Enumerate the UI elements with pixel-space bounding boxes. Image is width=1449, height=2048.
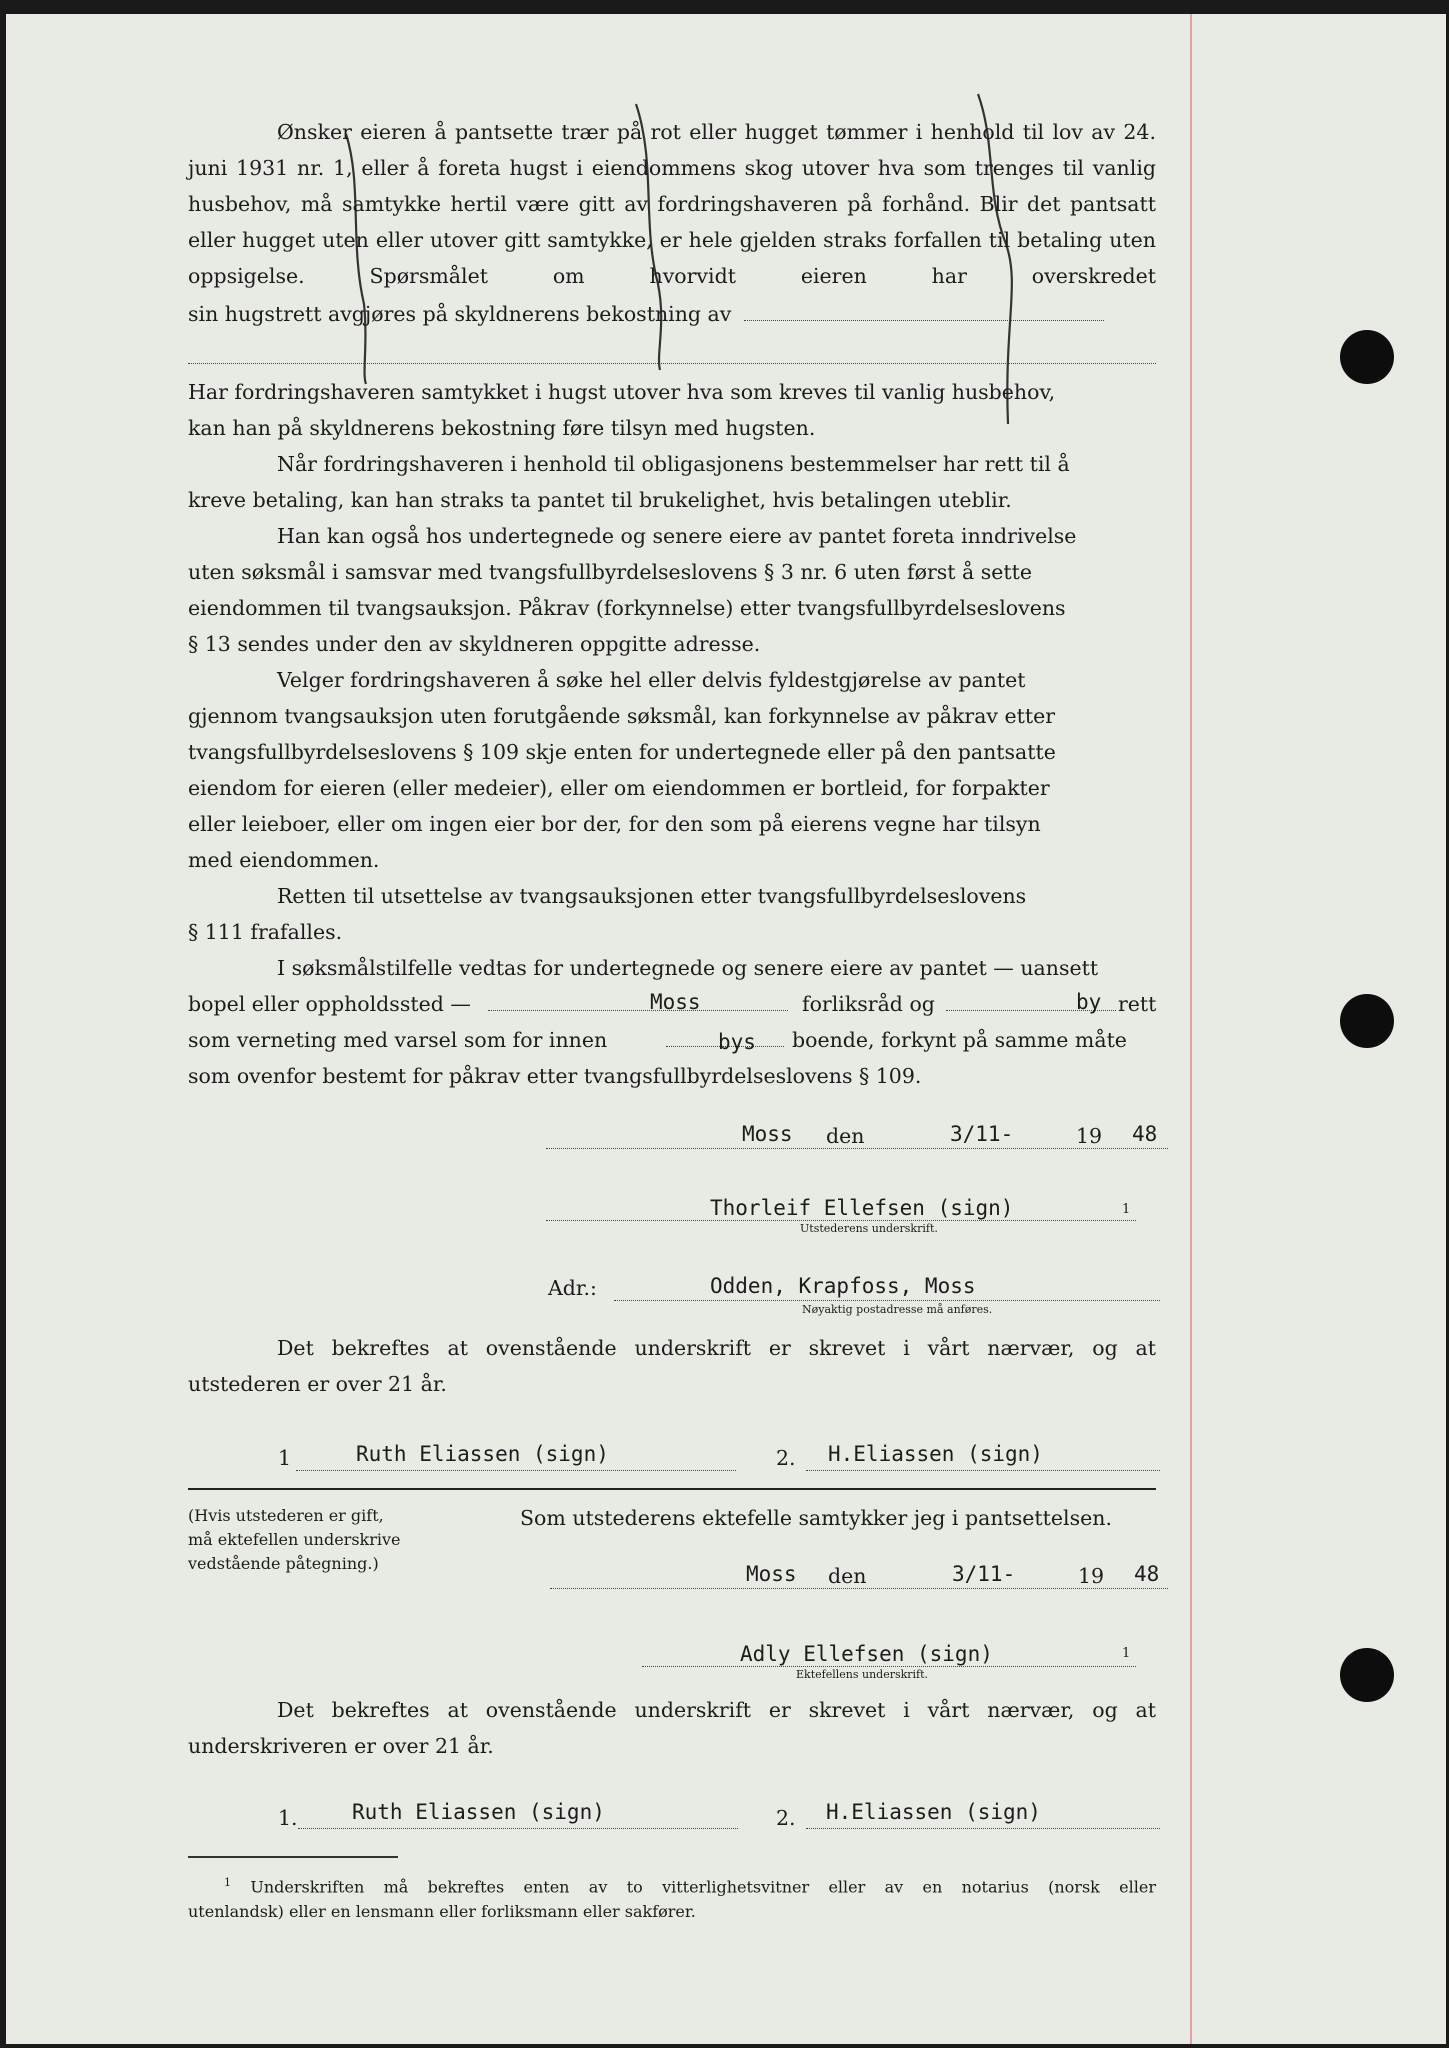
date1-place: Moss — [742, 1122, 793, 1146]
address-label: Adr.: — [548, 1276, 597, 1300]
footnote-rule — [188, 1856, 398, 1858]
date2-day: 3/11- — [952, 1562, 1016, 1586]
venue-within: bys — [718, 1030, 756, 1054]
footnote: $^1$ Underskriften må bekreftes enten av to vitterlighetsvitner eller av en notarius (norsk eller utenlandsk) eller en lensmann eller forliksmann eller sakfører. — [188, 1876, 1156, 1922]
document-page: Ønsker eieren å pantsette trær på rot eller hugget tømmer i henhold til lov av 24. juni 1931 nr. 1, eller å foreta hugst i eiendommens skog utover hva som trenges til vanlig husbehov, må samtykke hertil være gitt av fordringshaveren på forhånd. Blir det pantsatt eller hugget uten eller utover gitt samtykke, er hele gjelden straks forfallen til betaling uten oppsigelse. Spørsmålet om hvorvidt eieren har overskredet sin hugstrett avgjøres på skyldnerens bekostning av Har fordringshaveren samtykket i hugst utover hva som kreves til vanlig husbehov, kan han på skyldnerens bekostning føre tilsyn med hugsten. Når fordringshaveren i henhold til obligasjonens bestemmelser har rett til å kreve betaling, kan han straks ta pantet til brukelighet, hvis betalingen uteblir. Han kan også hos undertegnede og senere eiere av pantet foreta inndrivelse uten søksmål i samsvar med tvangsfullbyrdelseslovens § 3 nr. 6 uten først å sette eiendommen til tvangsauksjon. Påkrav (forkynnelse) etter tvangsfullbyrdelseslovens § 13 sendes under den av skyldneren oppgitte adresse. Velger fordringshaveren å søke hel eller delvis fyldestgjørelse av pantet gjennom tvangsauksjon uten forutgående søksmål, kan forkynnelse av påkrav etter tvangsfullbyrdelseslovens § 109 skje enten for undertegnede eller på den pantsatte eiendom for eieren (eller medeier), eller om eiendommen er bortleid, for forpakter eller leieboer, eller om ingen eier bor der, for den som på eierens vegne har tilsyn med eiendommen. Retten til utsettelse av tvangsauksjonen etter tvangsfullbyrdelseslovens § 111 frafalles. I søksmålstilfelle vedtas for undertegnede og senere eiere av pantet — uansett bopel eller oppholdssted — Moss forliksråd og by rett som verneting med varsel som for innen bys boende, forkynt på samme måte som ovenfor bestemt for påkrav etter tvangsfullbyrdelseslovens § 109. Moss den 3/11- 19 48 Thorleif Ellefsen (sign) 1 Utstederens underskrift. Adr.: Odden, Krapfoss, Moss Nøyaktig postadresse må anføres. Det bekreftes at ovenstående underskrift er skrevet i vårt nærvær, og at utstederen er over 21 år. 1 Ruth Eliassen (sign) 2. H.Eliassen (sign) (Hvis utstederen er gift, må ektefellen underskrive vedstående påtegning.) Som utstederens ektefelle samtykker jeg i pantsettelsen. Moss den 3/11- 19 48 Adly Ellefsen (sign) 1 Ektefellens underskrift. Det bekreftes at ovenstående underskrift er skrevet i vårt nærvær, og at underskriveren er over 21 år. 1. Ruth Eliassen (sign) 2. H.Eliassen (sign) $^1$ Underskriften må bekreftes enten av to vitterlighetsvitner eller av en notarius (norsk eller utenlandsk) eller en lensmann eller forliksmann eller sakfører. — [6, 14, 1446, 2044]
date1-year: 48 — [1132, 1122, 1158, 1146]
paragraph-hugst: Ønsker eieren å pantsette trær på rot eller hugget tømmer i henhold til lov av 24. juni 1931 nr. 1, eller å foreta hugst i eiendommens skog utover hva som trenges til vanlig husbehov, må samtykke hertil være gitt av fordringshaveren på forhånd. Blir det pantsatt eller hugget uten eller utover gitt samtykke, er hele gjelden straks forfallen til betaling uten oppsigelse. Spørsmålet om hvorvidt eieren har overskredet — [188, 120, 1156, 288]
spouse-caption: Ektefellens underskrift. — [796, 1668, 929, 1681]
witness-note-1: Det bekreftes at ovenstående underskrift er skrevet i vårt nærvær, og at utstederen er over 21 år. — [188, 1336, 1156, 1396]
punch-hole-bottom — [1340, 1648, 1394, 1702]
address-value: Odden, Krapfoss, Moss — [710, 1274, 976, 1298]
paragraph-betaling: Når fordringshaveren i henhold til obligasjonens bestemmelser har rett til å kreve betaling, kan han straks ta pantet til brukelighet, hvis betalingen uteblir. — [188, 452, 1070, 512]
venue-court: by — [1076, 990, 1102, 1014]
witness2-signature: H.Eliassen (sign) — [828, 1442, 1043, 1466]
date2-year: 48 — [1134, 1562, 1160, 1586]
punch-hole-top — [1340, 330, 1394, 384]
witness4-signature: H.Eliassen (sign) — [826, 1800, 1041, 1824]
issuer-signature: Thorleif Ellefsen (sign) — [710, 1196, 1014, 1220]
address-caption: Nøyaktig postadresse må anføres. — [802, 1303, 993, 1316]
venue-place: Moss — [650, 990, 701, 1014]
date2-place: Moss — [746, 1562, 797, 1586]
spouse-signature: Adly Ellefsen (sign) — [740, 1642, 993, 1666]
blank-line-row — [188, 332, 1156, 368]
issuer-caption: Utstederens underskrift. — [800, 1222, 938, 1235]
venue-line-3: som ovenfor bestemt for påkrav etter tvangsfullbyrdelseslovens § 109. — [188, 1064, 922, 1088]
punch-hole-middle — [1340, 994, 1394, 1048]
paragraph-tilsyn: Har fordringshaveren samtykket i hugst utover hva som kreves til vanlig husbehov, kan han på skyldnerens bekostning føre tilsyn med hugsten. — [188, 380, 1056, 440]
witness3-signature: Ruth Eliassen (sign) — [352, 1800, 605, 1824]
paragraph-inndrivelse: Han kan også hos undertegnede og senere eiere av pantet foreta inndrivelse uten søksmål i samsvar med tvangsfullbyrdelseslovens § 3 nr. 6 uten først å sette eiendommen til tvangsauksjon. Påkrav (forkynnelse) etter tvangsfullbyrdelseslovens § 13 sendes under den av skyldneren oppgitte adresse. — [188, 524, 1077, 656]
blank-field — [744, 300, 1104, 322]
paragraph-hugstrett: sin hugstrett avgjøres på skyldnerens bekostning av — [188, 296, 1156, 332]
spouse-consent: Som utstederens ektefelle samtykker jeg i pantsettelsen. — [520, 1506, 1112, 1530]
date1-day: 3/11- — [950, 1122, 1014, 1146]
paragraph-utsettelse: Retten til utsettelse av tvangsauksjonen etter tvangsfullbyrdelseslovens § 111 frafalles. — [188, 884, 1027, 944]
paragraph-soksmal: I søksmålstilfelle vedtas for undertegnede og senere eiere av pantet — uansett — [277, 956, 1099, 980]
venue-line-1: bopel eller oppholdssted — Moss forliksråd og by rett — [188, 986, 1156, 1022]
body-text — [188, 114, 1156, 1094]
margin-line — [1190, 14, 1192, 2044]
paragraph-tvangsauksjon: Velger fordringshaveren å søke hel eller delvis fyldestgjørelse av pantet gjennom tvangsauksjon uten forutgående søksmål, kan forkynnelse av påkrav etter tvangsfullbyrdelseslovens § 109 skje enten for undertegnede eller på den pantsatte eiendom for eieren (eller medeier), eller om eiendommen er bortleid, for forpakter eller leieboer, eller om ingen eier bor der, for den som på eierens vegne har tilsyn med eiendommen. — [188, 668, 1056, 872]
witness-note-2: Det bekreftes at ovenstående underskrift er skrevet i vårt nærvær, og at underskriveren er over 21 år. — [188, 1698, 1156, 1758]
spouse-side-note: (Hvis utstederen er gift, må ektefellen underskrive vedstående påtegning.) — [188, 1506, 401, 1573]
witness1-signature: Ruth Eliassen (sign) — [356, 1442, 609, 1466]
divider-rule — [188, 1488, 1156, 1490]
venue-line-2: som verneting med varsel som for innen bys boende, forkynt på samme måte — [188, 1022, 1156, 1058]
